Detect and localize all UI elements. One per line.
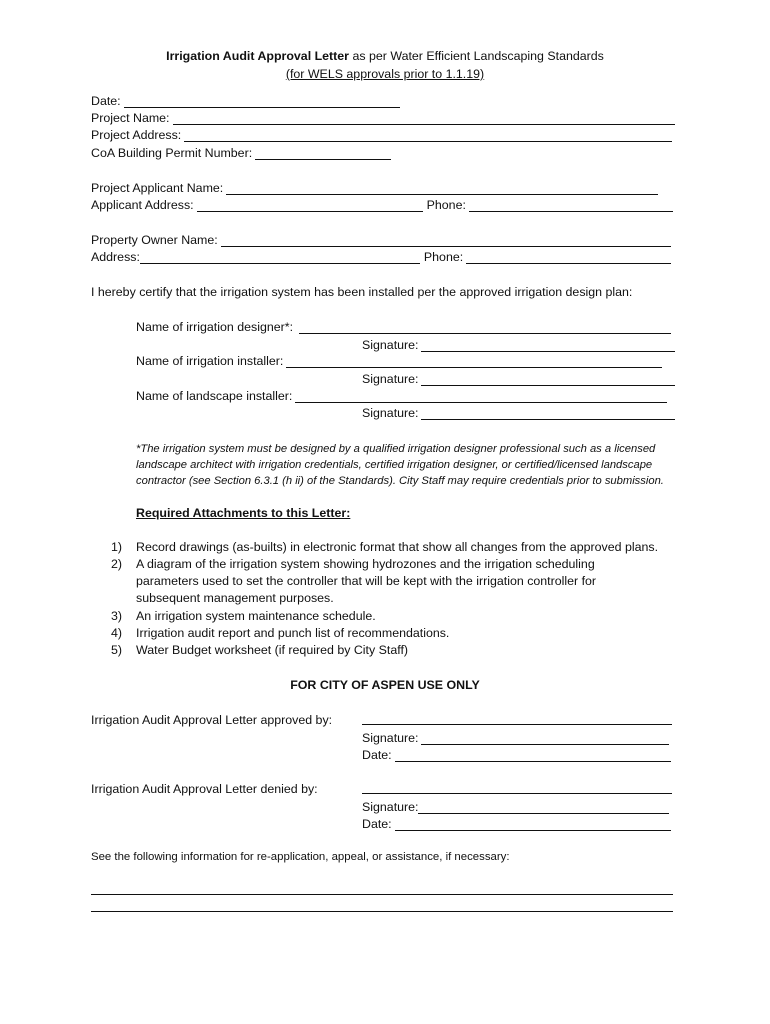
date-field[interactable] xyxy=(124,96,400,108)
attachments-heading: Required Attachments to this Letter: xyxy=(136,506,351,520)
approved-signature-field[interactable] xyxy=(421,733,669,745)
designer-signature-row xyxy=(362,338,675,352)
approved-by-field[interactable] xyxy=(362,713,672,725)
installer-signature-row xyxy=(362,372,675,386)
landscape-signature-field[interactable] xyxy=(421,408,675,420)
project-name-label: Project Name: xyxy=(91,111,170,125)
installer-signature-label: Signature: xyxy=(362,372,419,386)
list-item: Record drawings (as-builts) in electronic format that show all changes from the approved plans. xyxy=(136,540,659,554)
applicant-address-row xyxy=(91,198,673,212)
applicant-name-field[interactable] xyxy=(226,183,658,195)
applicant-name-row xyxy=(91,181,658,195)
designer-row xyxy=(136,320,671,334)
project-address-field[interactable] xyxy=(184,130,672,142)
title-rest: as per Water Efficient Landscaping Standards xyxy=(352,49,604,63)
list-item-continuation: parameters used to set the controller that will be kept with the irrigation controller for xyxy=(136,574,597,588)
footnote-line: landscape architect with irrigation credentials, certified irrigation designer, or certified/licensed landscape xyxy=(136,459,653,471)
approved-date-label: Date: xyxy=(362,748,392,762)
installer-field[interactable] xyxy=(286,356,662,368)
installer-row xyxy=(136,354,662,368)
landscape-installer-row xyxy=(136,389,667,403)
footnote-line: contractor (see Section 6.3.1 (h ii) of the Standards). City Staff may require credentials prior to submission. xyxy=(136,475,664,487)
designer-field[interactable] xyxy=(299,322,671,334)
list-number: 5) xyxy=(111,643,123,657)
owner-address-row xyxy=(91,250,671,264)
list-number: 2) xyxy=(111,557,123,571)
approved-date-field[interactable] xyxy=(395,750,671,762)
designer-signature-field[interactable] xyxy=(421,340,675,352)
permit-number-row xyxy=(91,146,391,160)
date-row xyxy=(91,94,400,108)
denied-signature-field[interactable] xyxy=(418,802,669,814)
form-title xyxy=(0,49,770,63)
applicant-address-label: Applicant Address: xyxy=(91,198,194,212)
landscape-signature-row xyxy=(362,406,675,420)
approved-by-label: Irrigation Audit Approval Letter approved by: xyxy=(91,713,333,727)
denied-signature-row xyxy=(362,800,669,814)
project-address-row xyxy=(91,128,672,142)
reapplication-line-2[interactable] xyxy=(91,911,673,912)
denied-signature-label: Signature: xyxy=(362,800,419,814)
list-number: 3) xyxy=(111,609,123,623)
denied-date-row xyxy=(362,817,671,831)
approved-date-row xyxy=(362,748,671,762)
owner-name-field[interactable] xyxy=(221,235,671,247)
applicant-phone-label: Phone: xyxy=(426,198,466,212)
denied-by-field[interactable] xyxy=(362,782,672,794)
applicant-phone-field[interactable] xyxy=(469,200,673,212)
certify-statement: I hereby certify that the irrigation system has been installed per the approved irrigation design plan: xyxy=(91,285,633,299)
denied-date-label: Date: xyxy=(362,817,392,831)
owner-name-row xyxy=(91,233,671,247)
owner-phone-field[interactable] xyxy=(466,252,671,264)
denied-by-row xyxy=(362,782,672,794)
landscape-signature-label: Signature: xyxy=(362,406,419,420)
approved-signature-label: Signature: xyxy=(362,731,419,745)
permit-number-field[interactable] xyxy=(255,148,391,160)
landscape-installer-label: Name of landscape installer: xyxy=(136,389,293,403)
reapplication-note: See the following information for re-application, appeal, or assistance, if necessary: xyxy=(91,851,510,863)
reapplication-line-1[interactable] xyxy=(91,894,673,895)
denied-date-field[interactable] xyxy=(395,819,671,831)
owner-address-label: Address: xyxy=(91,250,140,264)
approved-signature-row xyxy=(362,731,669,745)
list-item: Irrigation audit report and punch list of recommendations. xyxy=(136,626,450,640)
list-item: Water Budget worksheet (if required by City Staff) xyxy=(136,643,409,657)
applicant-address-field[interactable] xyxy=(197,200,423,212)
owner-address-field[interactable] xyxy=(140,252,420,264)
project-name-row xyxy=(91,111,675,125)
city-use-heading: FOR CITY OF ASPEN USE ONLY xyxy=(290,678,480,692)
landscape-installer-field[interactable] xyxy=(295,391,667,403)
form-subtitle: (for WELS approvals prior to 1.1.19) xyxy=(285,67,485,81)
list-number: 4) xyxy=(111,626,123,640)
project-name-field[interactable] xyxy=(173,113,675,125)
list-number: 1) xyxy=(111,540,123,554)
denied-by-label: Irrigation Audit Approval Letter denied by: xyxy=(91,782,318,796)
list-item: A diagram of the irrigation system showing hydrozones and the irrigation scheduling xyxy=(136,557,595,571)
designer-signature-label: Signature: xyxy=(362,338,419,352)
installer-label: Name of irrigation installer: xyxy=(136,354,284,368)
owner-phone-label: Phone: xyxy=(423,250,464,264)
title-bold: Irrigation Audit Approval Letter xyxy=(166,49,350,63)
installer-signature-field[interactable] xyxy=(421,374,675,386)
owner-name-label: Property Owner Name: xyxy=(91,233,218,247)
date-label: Date: xyxy=(91,94,121,108)
footnote-line: *The irrigation system must be designed by a qualified irrigation designer professional such as a licensed xyxy=(136,443,656,455)
list-item: An irrigation system maintenance schedule. xyxy=(136,609,376,623)
project-address-label: Project Address: xyxy=(91,128,182,142)
applicant-name-label: Project Applicant Name: xyxy=(91,181,224,195)
list-item-continuation: subsequent management purposes. xyxy=(136,591,334,605)
designer-label: Name of irrigation designer*: xyxy=(136,320,294,334)
permit-number-label: CoA Building Permit Number: xyxy=(91,146,253,160)
approved-by-row xyxy=(362,713,672,725)
